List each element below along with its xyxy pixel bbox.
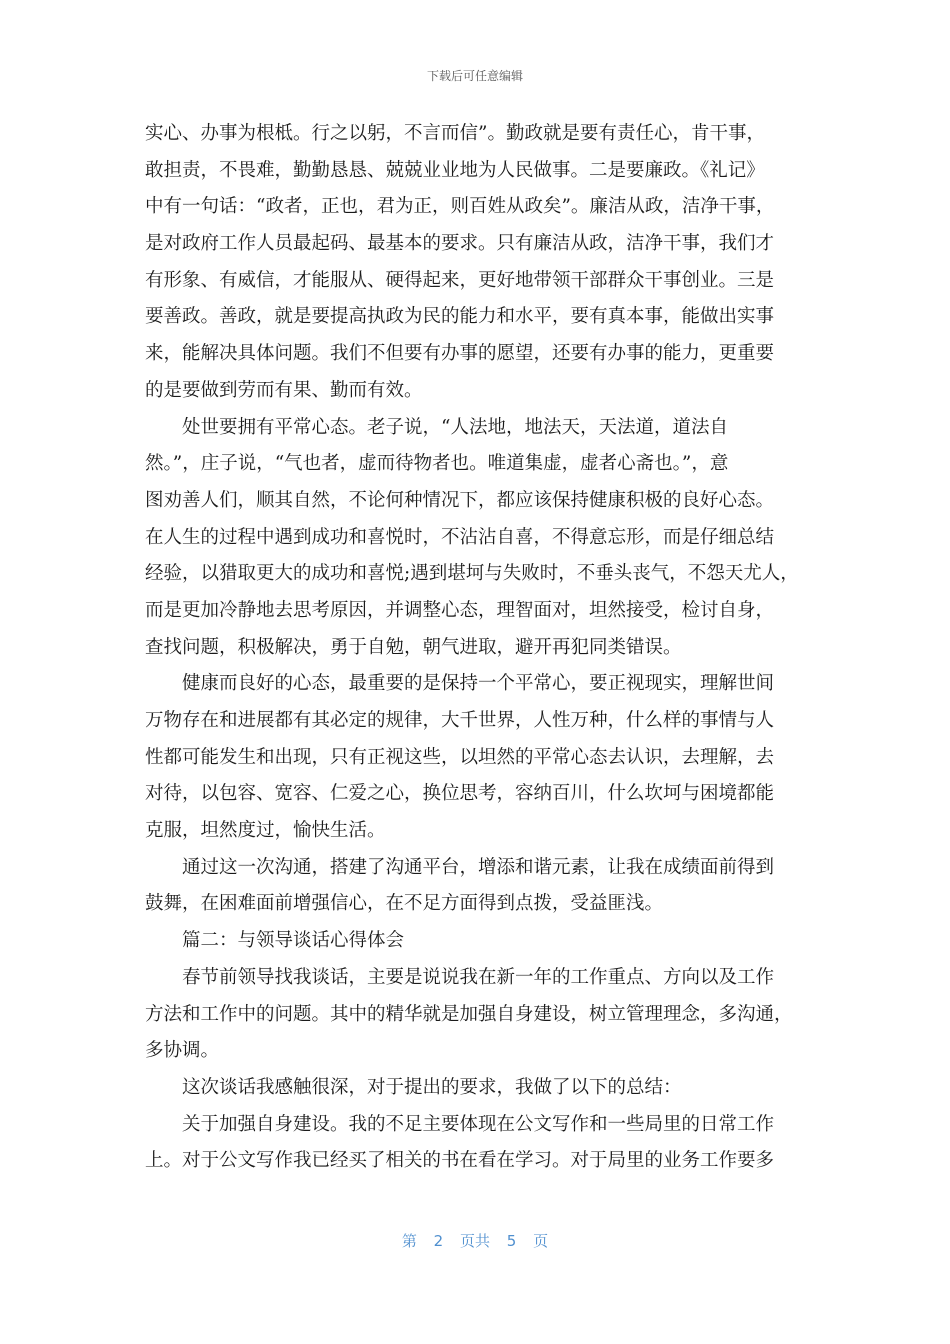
text-line: 这次谈话我感触很深，对于提出的要求，我做了以下的总结： [182,1076,682,1098]
page-footer [0,1230,950,1251]
text-line: 上。对于公文写作我已经买了相关的书在看在学习。对于局里的业务工作要多 [145,1150,775,1172]
text-line: 方法和工作中的问题。其中的精华就是加强自身建设，树立管理理念，多沟通， [145,1003,793,1025]
text-line: 来，能解决具体问题。我们不但要有办事的愿望，还要有办事的能力，更重要 [145,343,775,365]
document-body [145,116,825,1180]
footer-label-end: 页 [533,1232,549,1250]
text-line: 经验，以猎取更大的成功和喜悦;遇到堪坷与失败时，不垂头丧气，不怨天尤人， [145,563,799,585]
text-line: 多协调。 [145,1040,220,1062]
page-header: 下载后可任意编辑 [426,69,523,83]
text-line: 的是要做到劳而有果、勤而有效。 [145,379,423,401]
text-line: 图劝善人们，顺其自然，不论何种情况下，都应该保持健康积极的良好心态。 [145,489,775,511]
text-line: 处世要拥有平常心态。老子说，“人法地，地法天，天法道，道法自 [182,416,728,438]
text-line: 通过这一次沟通，搭建了沟通平台，增添和谐元素，让我在成绩面前得到 [182,856,775,878]
footer-current-page: 2 [433,1232,444,1250]
text-line: 春节前领导找我谈话，主要是说说我在新一年的工作重点、方向以及工作 [182,966,775,988]
text-line: 然。”，庄子说，“气也者，虚而待物者也。唯道集虚，虚者心斋也。”，意 [145,453,729,475]
footer-label-of: 页共 [459,1232,490,1250]
text-line: 而是更加冷静地去思考原因，并调整心态，理智面对，坦然接受，检讨自身， [145,599,775,621]
text-line: 克服，坦然度过，愉快生活。 [145,820,386,842]
text-line: 是对政府工作人员最起码、最基本的要求。只有廉洁从政，洁净干事，我们才 [145,233,775,255]
text-line: 中有一句话：“政者，正也，君为正，则百姓从政矣”。廉洁从政，洁净干事， [145,196,775,218]
footer-total-pages: 5 [506,1232,517,1250]
footer-label-page: 第 [401,1232,417,1250]
text-line: 要善政。善政，就是要提高执政为民的能力和水平，要有真本事，能做出实事 [145,306,775,328]
text-line: 对待，以包容、宽容、仁爱之心，换位思考，容纳百川，什么坎坷与困境都能 [145,783,775,805]
text-line: 鼓舞，在困难面前增强信心，在不足方面得到点拨，受益匪浅。 [145,893,664,915]
text-line: 万物存在和进展都有其必定的规律，大千世界，人性万种，什么样的事情与人 [145,710,775,731]
text-line: 在人生的过程中遇到成功和喜悦时，不沾沾自喜，不得意忘形，而是仔细总结 [145,526,775,548]
text-line: 敢担责，不畏难，勤勤恳恳、兢兢业业地为人民做事。二是要廉政。《礼记》 [145,159,765,181]
text-line: 实心、办事为根柢。行之以躬，不言而信”。勤政就是要有责任心，肯干事， [145,123,765,144]
text-line: 有形象、有威信，才能服从、硬得起来，更好地带领干部群众干事创业。三是 [145,269,775,291]
text-line: 篇二：与领导谈话心得体会 [182,930,405,952]
text-line: 性都可能发生和出现，只有正视这些，以坦然的平常心态去认识，去理解，去 [145,746,775,768]
text-line: 关于加强自身建设。我的不足主要体现在公文写作和一些局里的日常工作 [182,1113,775,1135]
text-line: 健康而良好的心态，最重要的是保持一个平常心，要正视现实，理解世间 [182,673,775,695]
text-line: 查找问题，积极解决，勇于自勉，朝气进取，避开再犯同类错误。 [145,636,682,658]
